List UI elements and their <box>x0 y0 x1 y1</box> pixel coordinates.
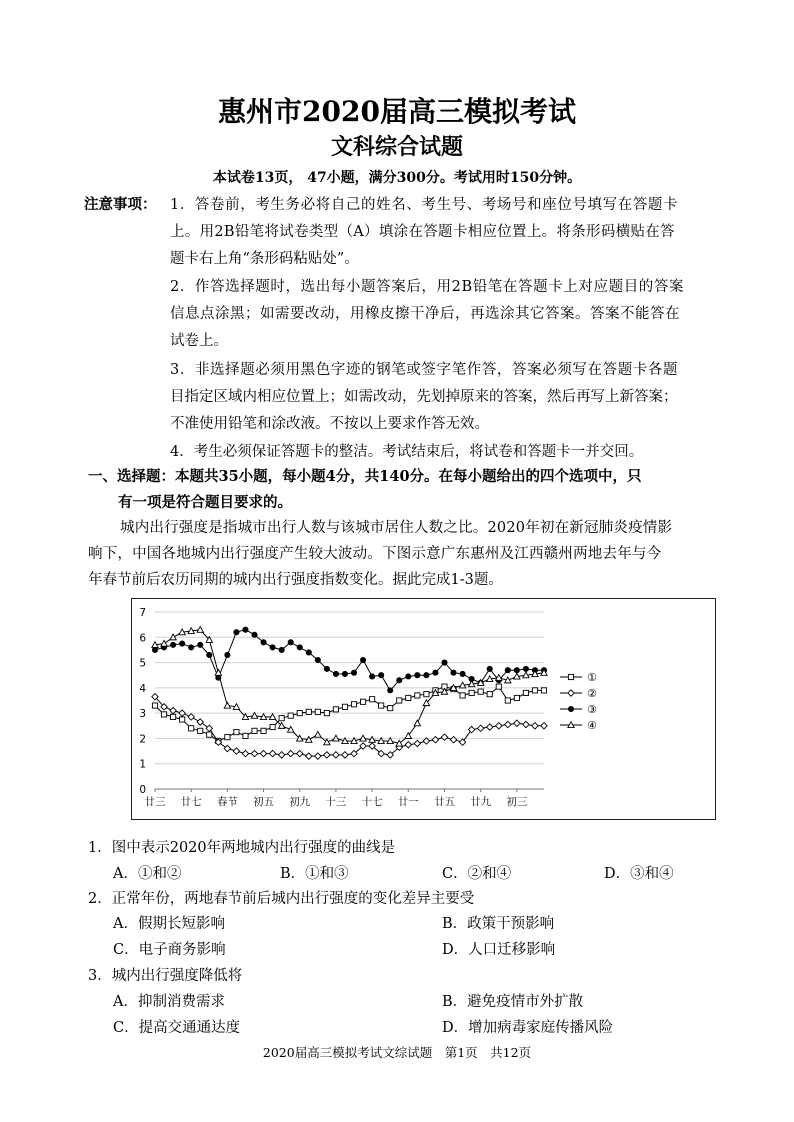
data-point-s1 <box>460 693 465 698</box>
series-line-1 <box>155 687 544 741</box>
data-point-s1 <box>478 689 483 694</box>
data-point-s3 <box>315 657 320 662</box>
data-point-s3 <box>505 668 510 673</box>
legend-marker <box>568 690 574 696</box>
notice-3-line2: 目指定区域内相应位置上；如需改动，先划掉原来的答案，然后再写上新答案； <box>170 389 678 405</box>
data-point-s1 <box>207 732 212 737</box>
data-point-s2 <box>333 752 339 758</box>
data-point-s3 <box>433 670 438 675</box>
x-tick-label: 廿七 <box>180 796 202 808</box>
page-footer: 2020届高三模拟考试文综试题 第1页 共12页 <box>262 1045 532 1060</box>
data-point-s1 <box>360 699 365 704</box>
data-point-s2 <box>206 725 212 731</box>
intro-line2: 响下，中国各地城内出行强度产生较大波动。下图示意广东惠州及江西赣州两地去年与今 <box>88 546 662 562</box>
exam-title: 惠州市2020届高三模拟考试 <box>218 95 576 128</box>
data-point-s1 <box>487 692 492 697</box>
data-point-s1 <box>170 714 175 719</box>
notice-label: 注意事项： <box>84 196 157 213</box>
intro-line3: 年春节前后农历同期的城内出行强度指数变化。据此完成1-3题。 <box>88 572 503 588</box>
data-point-s3 <box>370 674 375 679</box>
data-point-s2 <box>441 734 447 740</box>
data-point-s2 <box>459 739 465 745</box>
x-tick-label: 十七 <box>361 796 383 808</box>
data-point-s1 <box>297 711 302 716</box>
data-point-s3 <box>442 660 447 665</box>
data-point-s3 <box>288 640 293 645</box>
question-3-option-d[interactable]: D．增加病毒家庭传播风险 <box>442 1020 614 1036</box>
data-point-s2 <box>523 721 529 727</box>
data-point-s2 <box>468 726 474 732</box>
legend-marker <box>568 706 573 711</box>
data-point-s2 <box>414 740 420 746</box>
data-point-s3 <box>297 645 302 650</box>
data-point-s1 <box>469 690 474 695</box>
data-point-s3 <box>415 673 420 678</box>
data-point-s2 <box>306 753 312 759</box>
data-point-s3 <box>270 645 275 650</box>
data-point-s1 <box>370 697 375 702</box>
legend-label: ③ <box>587 703 597 716</box>
data-point-s3 <box>324 666 329 671</box>
data-point-s3 <box>306 650 311 655</box>
x-tick-label: 春节 <box>216 796 238 808</box>
question-1-option-a[interactable]: A．①和② <box>113 866 182 882</box>
data-point-s2 <box>251 750 257 756</box>
legend-label: ② <box>587 687 597 700</box>
data-point-s1 <box>388 705 393 710</box>
y-tick-label: 7 <box>139 607 146 619</box>
data-point-s2 <box>541 723 547 729</box>
x-tick-label: 初九 <box>289 796 311 808</box>
x-tick-label: 十三 <box>325 796 347 808</box>
question-1-option-c[interactable]: C．②和④ <box>442 866 512 882</box>
x-tick-label: 廿九 <box>470 796 492 808</box>
data-point-s2 <box>269 750 275 756</box>
data-point-s1 <box>180 717 185 722</box>
legend-label: ④ <box>587 719 597 732</box>
data-point-s4 <box>315 731 321 737</box>
y-tick-label: 1 <box>139 758 146 771</box>
data-point-s2 <box>342 752 348 758</box>
question-2-option-d[interactable]: D．人口迁移影响 <box>442 942 556 958</box>
notice-1-line3: 题卡右上角“条形码粘贴处”。 <box>170 251 359 267</box>
data-point-s3 <box>234 630 239 635</box>
data-point-s1 <box>496 684 501 689</box>
question-1-stem: 1．图中表示2020年两地城内出行强度的曲线是 <box>88 840 396 856</box>
data-point-s1 <box>261 728 266 733</box>
x-tick-label: 廿一 <box>397 796 419 808</box>
data-point-s3 <box>252 632 257 637</box>
data-point-s4 <box>161 640 167 646</box>
exam-subtitle: 文科综合试题 <box>330 134 463 160</box>
notice-3-line1: 3．非选择题必须用黑色字迹的钢笔或签字笔作答，答案必须写在答题卡各题 <box>170 362 679 378</box>
question-2-option-b[interactable]: B．政策干预影响 <box>442 916 555 932</box>
data-point-s1 <box>306 709 311 714</box>
x-tick-label: 廿五 <box>433 796 455 808</box>
data-point-s3 <box>207 652 212 657</box>
data-point-s1 <box>406 695 411 700</box>
data-point-s2 <box>432 736 438 742</box>
intro-line1: 城内出行强度是指城市出行人数与该城市居住人数之比。2020年初在新冠肺炎疫情影 <box>120 520 673 536</box>
data-point-s2 <box>188 714 194 720</box>
data-point-s3 <box>406 674 411 679</box>
question-3-stem: 3．城内出行强度降低将 <box>88 968 243 984</box>
data-point-s3 <box>360 657 365 662</box>
data-point-s3 <box>170 642 175 647</box>
data-point-s1 <box>234 730 239 735</box>
data-point-s2 <box>260 750 266 756</box>
question-2-option-c[interactable]: C．电子商务影响 <box>113 942 226 958</box>
question-2-option-a[interactable]: A．假期长短影响 <box>113 916 225 932</box>
data-point-s2 <box>287 750 293 756</box>
data-point-s4 <box>414 720 420 726</box>
data-point-s3 <box>351 670 356 675</box>
data-point-s3 <box>487 666 492 671</box>
x-tick-label: 初五 <box>253 796 275 808</box>
data-point-s1 <box>324 711 329 716</box>
data-point-s2 <box>477 725 483 731</box>
data-point-s1 <box>342 704 347 709</box>
y-tick-label: 4 <box>139 682 146 695</box>
legend-marker <box>568 674 573 679</box>
data-point-s2 <box>179 710 185 716</box>
data-point-s4 <box>287 726 293 732</box>
data-point-s1 <box>351 702 356 707</box>
data-point-s3 <box>451 670 456 675</box>
notice-3-line3: 不准使用铅笔和涂改液。不按以上要求作答无效。 <box>170 416 489 432</box>
data-point-s3 <box>514 668 519 673</box>
data-point-s3 <box>342 671 347 676</box>
notice-4: 4．考生必须保证答题卡的整洁。考试结束后，将试卷和答题卡一并交回。 <box>170 444 644 460</box>
series-line-3 <box>155 630 544 691</box>
legend-label: ① <box>587 671 597 684</box>
notice-2-line2: 信息点涂黑；如需要改动，用橡皮擦干净后，再选涂其它答案。答案不能答在 <box>170 306 680 322</box>
y-tick-label: 2 <box>139 733 146 746</box>
x-tick-label: 廿三 <box>144 796 166 808</box>
data-point-s3 <box>388 688 393 693</box>
data-point-s2 <box>242 750 248 756</box>
data-point-s4 <box>197 627 203 633</box>
series-line-4 <box>155 630 544 744</box>
data-point-s2 <box>496 723 502 729</box>
travel-intensity-chart <box>131 598 716 820</box>
data-point-s1 <box>523 690 528 695</box>
notice-2-line3: 试卷上。 <box>170 333 228 349</box>
data-point-s2 <box>278 752 284 758</box>
data-point-s1 <box>541 688 546 693</box>
data-point-s3 <box>180 641 185 646</box>
data-point-s3 <box>198 642 203 647</box>
chart-canvas <box>132 599 715 819</box>
data-point-s1 <box>288 713 293 718</box>
y-tick-label: 0 <box>139 784 146 796</box>
y-tick-label: 3 <box>139 708 146 721</box>
x-tick-label: 初三 <box>506 796 528 808</box>
data-point-s2 <box>224 745 230 751</box>
data-point-s3 <box>424 673 429 678</box>
data-point-s3 <box>243 627 248 632</box>
data-point-s1 <box>315 709 320 714</box>
data-point-s1 <box>279 716 284 721</box>
exam-info: 本试卷13页， 47小题，满分300分。考试用时150分钟。 <box>212 170 582 186</box>
y-tick-label: 5 <box>139 657 146 670</box>
data-point-s3 <box>523 666 528 671</box>
series-2 <box>152 694 547 760</box>
data-point-s3 <box>152 647 157 652</box>
question-3-option-a[interactable]: A．抑制消费需求 <box>113 994 225 1010</box>
question-1-option-d[interactable]: D．③和④ <box>604 866 674 882</box>
question-1-option-b[interactable]: B．①和③ <box>280 866 349 882</box>
data-point-s1 <box>270 724 275 729</box>
data-point-s2 <box>405 742 411 748</box>
data-point-s3 <box>460 671 465 676</box>
data-point-s1 <box>505 698 510 703</box>
data-point-s1 <box>379 703 384 708</box>
data-point-s1 <box>225 735 230 740</box>
data-point-s1 <box>514 695 519 700</box>
data-point-s3 <box>261 640 266 645</box>
data-point-s1 <box>397 698 402 703</box>
question-3-option-b[interactable]: B．避免疫情市外扩散 <box>442 994 584 1010</box>
data-point-s3 <box>279 647 284 652</box>
data-point-s3 <box>189 645 194 650</box>
data-point-s2 <box>505 721 511 727</box>
data-point-s1 <box>161 712 166 717</box>
data-point-s2 <box>324 752 330 758</box>
data-point-s1 <box>333 707 338 712</box>
question-2-stem: 2．正常年份，两地春节前后城内出行强度的变化差异主要受 <box>88 891 475 907</box>
data-point-s2 <box>487 724 493 730</box>
section-heading-line2: 有一项是符合题目要求的。 <box>118 494 292 511</box>
notice-2-line1: 2．作答选择题时，选出每小题答案后，用2B铅笔在答题卡上对应题目的答案 <box>170 279 685 295</box>
data-point-s1 <box>532 688 537 693</box>
y-tick-label: 6 <box>139 632 146 645</box>
data-point-s2 <box>450 736 456 742</box>
section-heading-line1: 一、选择题：本题共35小题，每小题4分，共140分。在每小题给出的四个选项中，只 <box>88 468 642 485</box>
data-point-s3 <box>397 678 402 683</box>
data-point-s2 <box>297 750 303 756</box>
data-point-s1 <box>252 728 257 733</box>
question-3-option-c[interactable]: C．提高交通通达度 <box>113 1020 241 1036</box>
data-point-s3 <box>333 671 338 676</box>
series-1 <box>152 684 546 744</box>
data-point-s2 <box>233 748 239 754</box>
data-point-s1 <box>415 693 420 698</box>
notice-1-line2: 上。用2B铅笔将试卷类型（A）填涂在答题卡相应位置上。将条形码横贴在答 <box>170 224 675 240</box>
data-point-s2 <box>197 719 203 725</box>
data-point-s4 <box>224 702 230 708</box>
data-point-s3 <box>225 652 230 657</box>
data-point-s1 <box>189 726 194 731</box>
data-point-s2 <box>514 720 520 726</box>
data-point-s1 <box>152 703 157 708</box>
data-point-s1 <box>424 692 429 697</box>
data-point-s1 <box>198 728 203 733</box>
data-point-s2 <box>532 723 538 729</box>
notice-1-line1: 1．答卷前，考生务必将自己的姓名、考生号、考场号和座位号填写在答题卡 <box>170 197 679 213</box>
data-point-s1 <box>243 733 248 738</box>
data-point-s2 <box>315 753 321 759</box>
data-point-s3 <box>379 673 384 678</box>
